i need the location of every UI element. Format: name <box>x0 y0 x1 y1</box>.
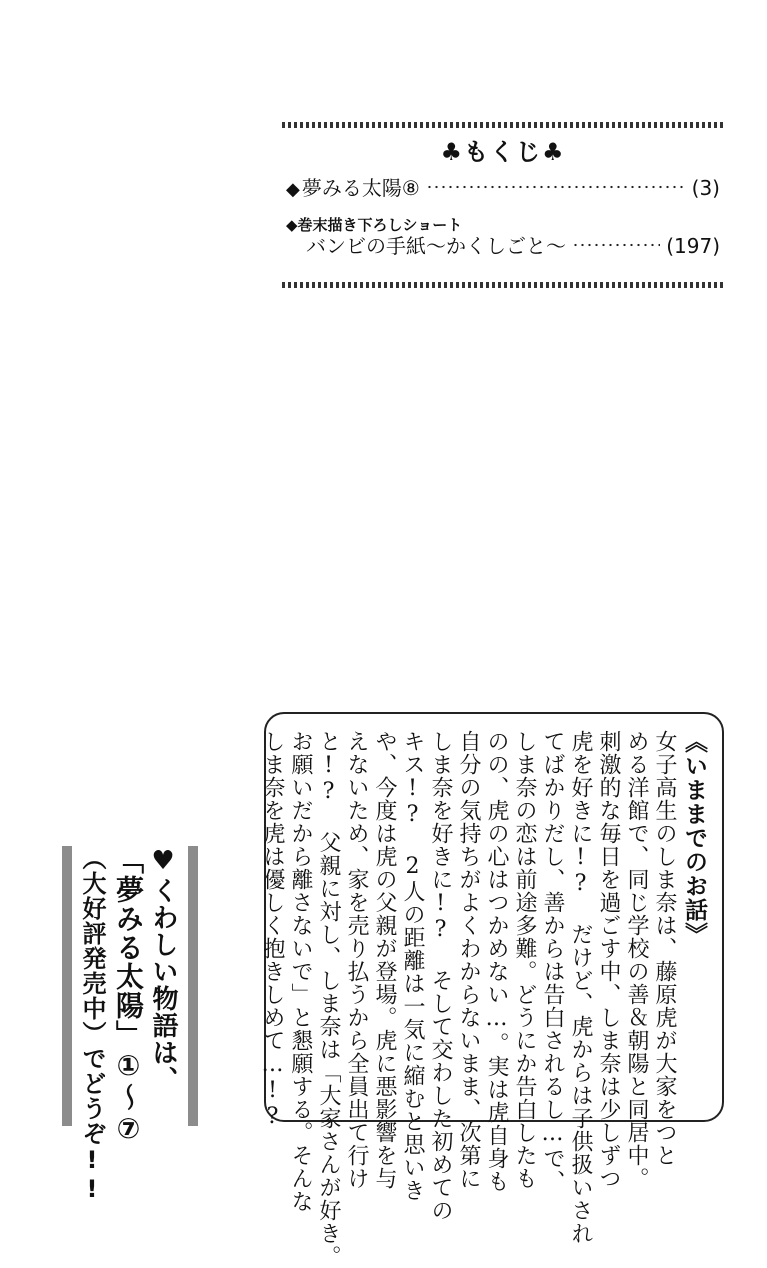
summary-line: のの、虎の心はつかめない…。実は虎自身も <box>484 730 509 1193</box>
diamond-icon: ◆ <box>286 179 300 200</box>
promo-series-title: 「夢みる太陽」①〜⑦ <box>112 846 145 1146</box>
promo-bar-left <box>62 846 72 1126</box>
summary-line: 女子高生のしま奈は、藤原虎が大家をつと <box>652 730 677 1167</box>
toc-entry-title: 夢みる太陽⑧ <box>301 176 420 200</box>
summary-line: キス!? 2人の距離は一気に縮むと思いき <box>400 730 425 1202</box>
dot-leader <box>572 243 660 247</box>
diamond-icon: ◆ <box>286 216 298 234</box>
toc-entry-title: バンビの手紙〜かくしごと〜 <box>306 234 566 258</box>
summary-line: しま奈の恋は前途多難。どうにか告白したも <box>512 730 537 1190</box>
summary-title: 《いままでのお話》 <box>681 730 708 946</box>
summary-line: 自分の気持ちがよくわからないまま、次第に <box>456 730 481 1190</box>
summary-line: 刺激的な毎日を過ごす中、しま奈は少しずつ <box>596 730 621 1190</box>
summary-line: しま奈を好きに!? そして交わした初めての <box>428 730 453 1222</box>
toc-entry-page: (197) <box>666 234 720 258</box>
summary-line: と!? 父親に対し、しま奈は「大家さんが好き。 <box>316 730 341 1268</box>
bottom-dotted-rule <box>282 282 724 288</box>
toc-entry-label: ◆巻末描き下ろしショート <box>286 216 463 234</box>
summary-line: しま奈を虎は優しく抱きしめて…!? <box>260 730 285 1130</box>
promo-line: ♥くわしい物語は、 <box>148 846 178 1093</box>
summary-line: める洋館で、同じ学校の善＆朝陽と同居中。 <box>624 730 649 1190</box>
toc-entry-page: (3) <box>691 176 720 200</box>
promo-bar-right <box>188 846 198 1126</box>
summary-line: や、今度は虎の父親が登場。虎に悪影響を与 <box>372 730 397 1190</box>
promo-line: （大好評発売中）でどうぞ!! <box>78 846 106 1204</box>
summary-line: てばかりだし、善からは告白されるし…で、 <box>540 730 565 1193</box>
summary-line: お願いだから離さないで」と懇願する。そんな <box>288 730 313 1213</box>
summary-line: えないため、家を売り払うから全員出て行け <box>344 730 369 1190</box>
summary-line: 虎を好きに!? だけど、虎からは子供扱いされ <box>568 730 593 1245</box>
toc-entry <box>286 172 720 201</box>
dot-leader <box>426 185 686 189</box>
toc-entry <box>306 230 720 259</box>
toc-title: ♣もくじ♣ <box>440 138 566 166</box>
top-dotted-rule <box>282 122 724 128</box>
